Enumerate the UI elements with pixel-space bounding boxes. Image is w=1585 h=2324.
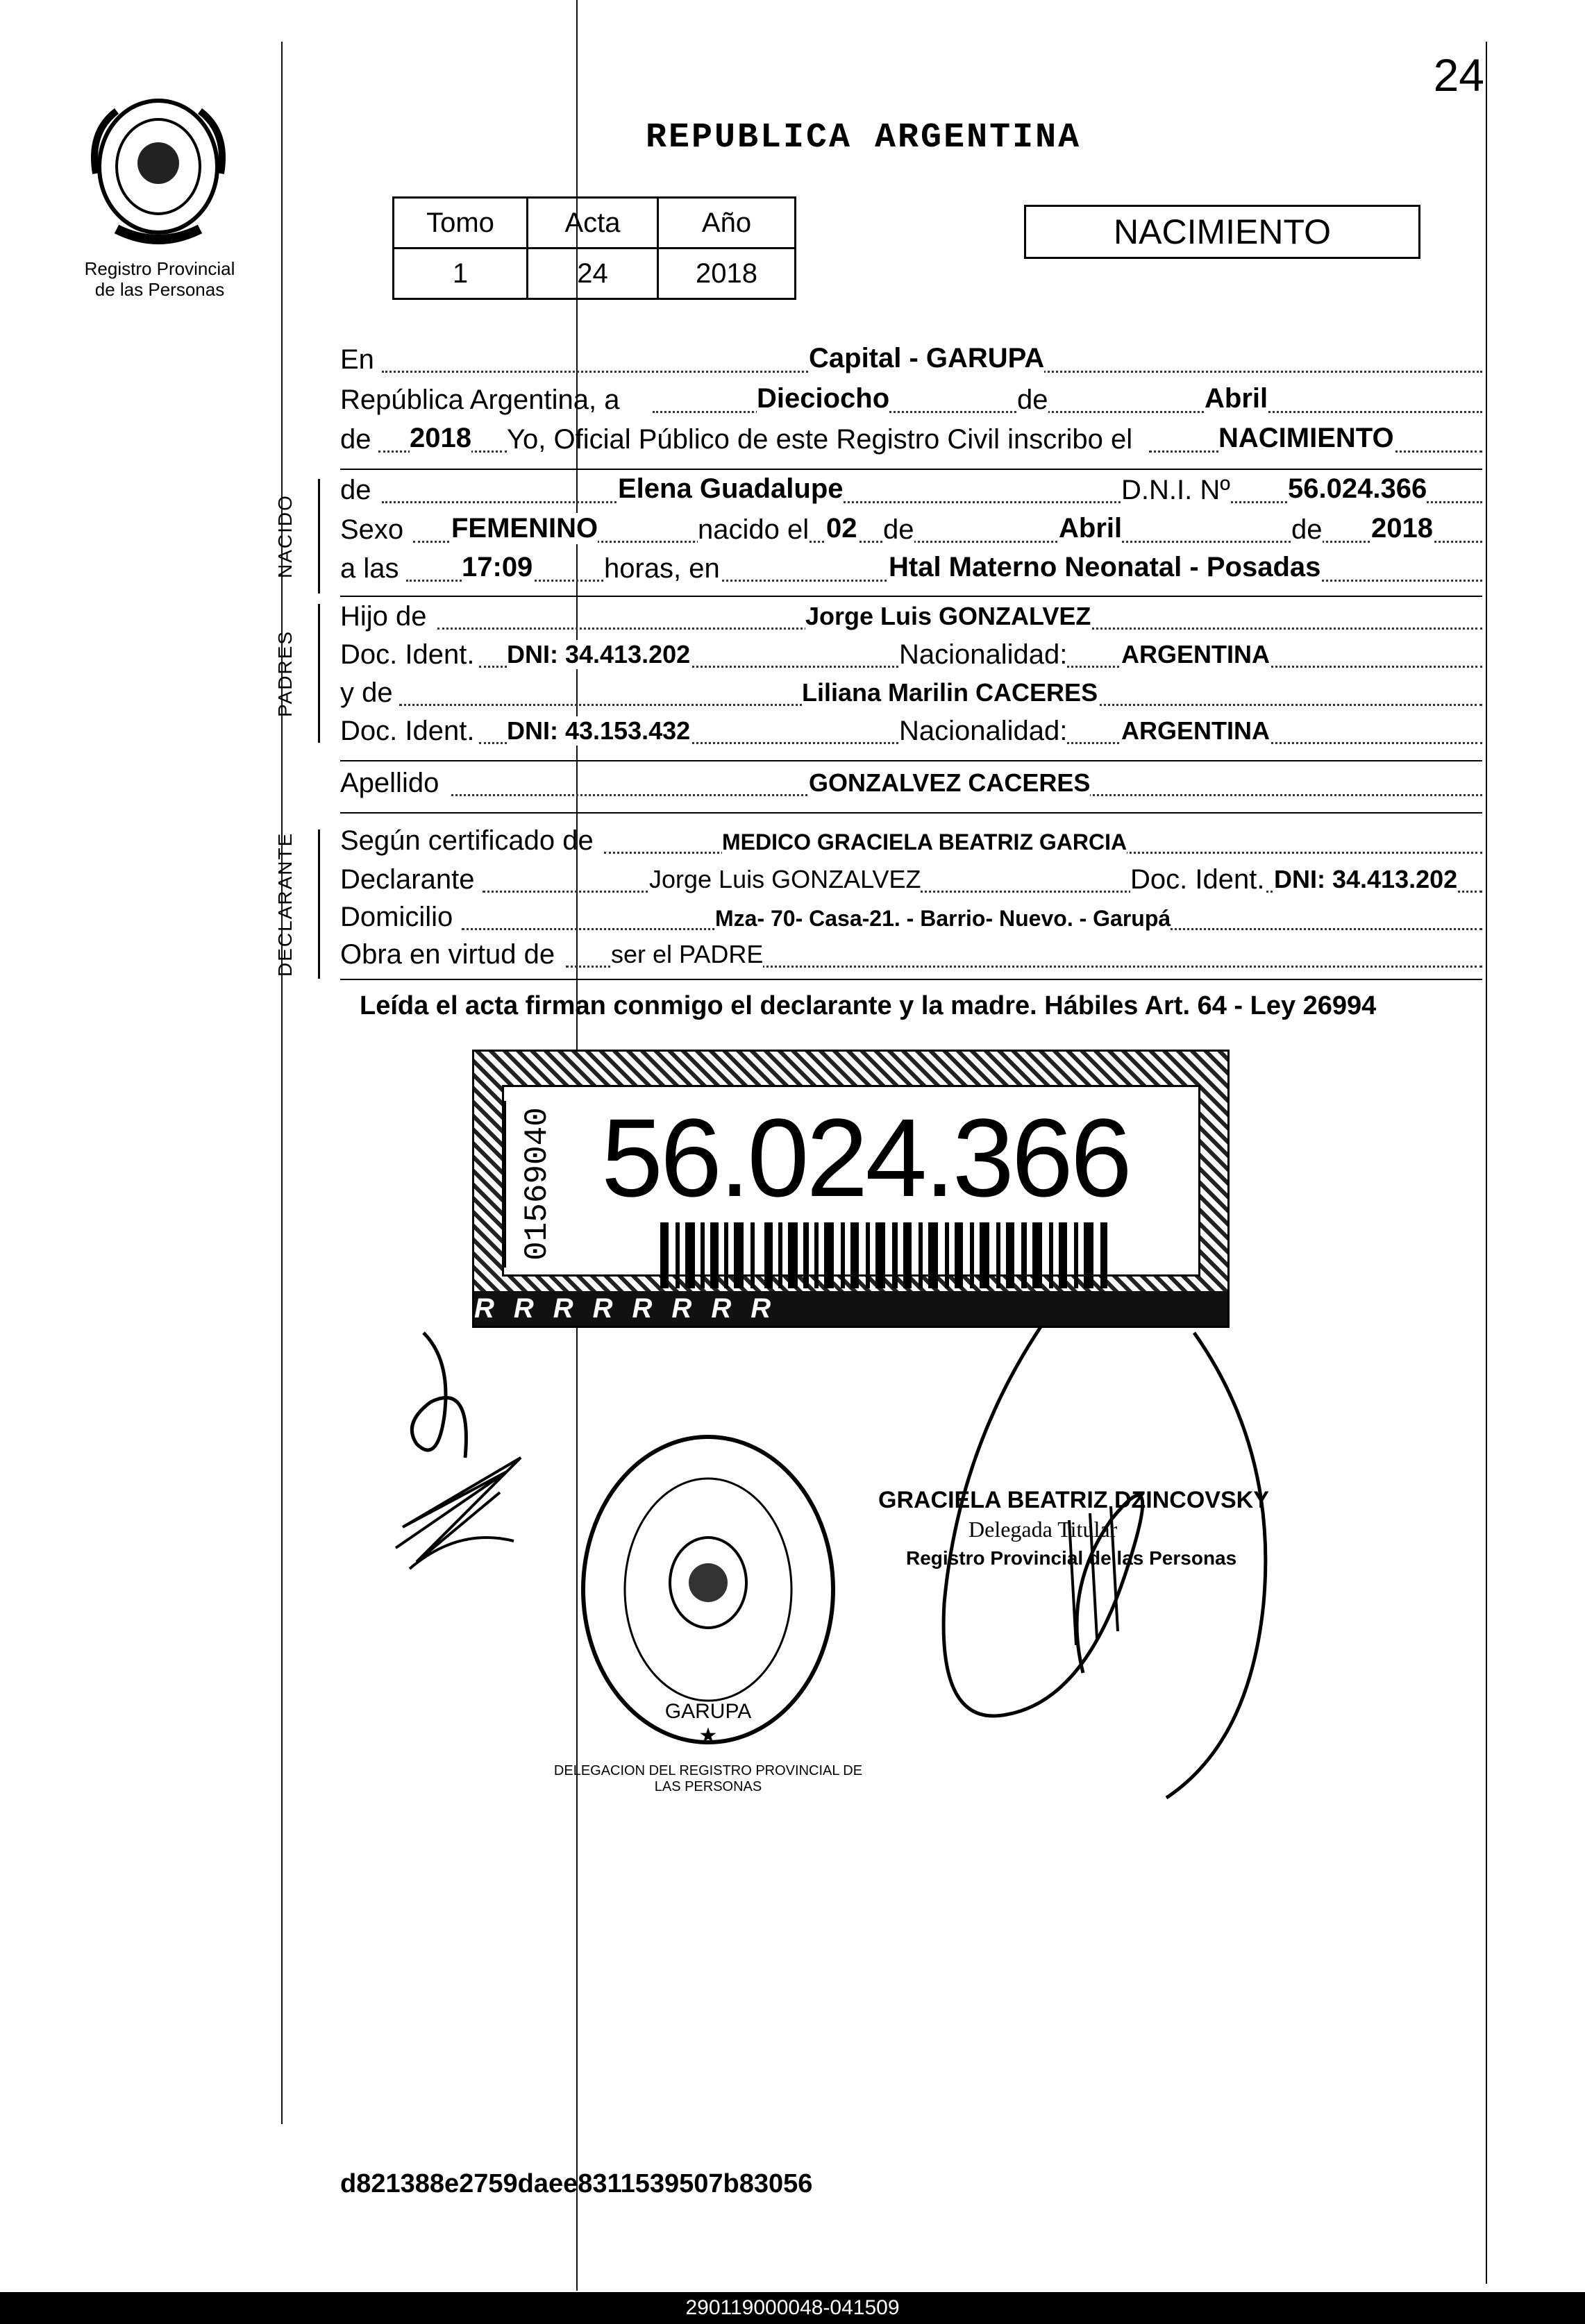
birth-place-row — [340, 553, 1482, 587]
nacionalidad-label: Nacionalidad: — [899, 639, 1068, 670]
child-dni: 56.024.366 — [1288, 473, 1427, 504]
volume-header-tomo: Tomo — [394, 198, 528, 249]
declarant-signature-icon — [389, 1319, 528, 1583]
stamp-ring-text: DELEGACION DEL REGISTRO PROVINCIAL DE LAS PERSONAS — [553, 1763, 863, 1794]
record-place-row — [340, 344, 1482, 378]
provincial-seal-icon — [82, 90, 235, 257]
record-month: Abril — [1205, 383, 1268, 414]
alas-label: a las — [340, 553, 399, 584]
record-officer-row — [340, 423, 1482, 458]
volume-value-anio: 2018 — [658, 249, 796, 299]
section-divider — [340, 596, 1482, 597]
sexo-label: Sexo — [340, 514, 404, 545]
star-icon: ★ — [698, 1724, 718, 1747]
section-divider — [340, 979, 1482, 980]
declarant-row — [340, 864, 1482, 898]
record-place: Capital - GARUPA — [809, 343, 1045, 373]
mother-doc-row — [340, 715, 1482, 750]
official-office: Registro Provincial de las Personas — [906, 1547, 1237, 1569]
record-date-row — [340, 384, 1482, 419]
certificate-row — [340, 825, 1482, 859]
volume-table — [392, 196, 796, 300]
record-year: 2018 — [410, 423, 471, 453]
margin-line-right — [1486, 42, 1487, 2284]
registry-label-line2: de las Personas — [94, 279, 225, 300]
republic-label: República Argentina, a — [340, 385, 620, 415]
official-stamp — [878, 1485, 1269, 1573]
mother-doc: DNI: 43.153.432 — [507, 716, 691, 745]
father-doc: DNI: 34.413.202 — [507, 640, 691, 668]
declarant-reason: ser el PADRE — [611, 940, 764, 968]
mother-row — [340, 677, 1482, 711]
reason-row — [340, 938, 1482, 973]
birth-day: 02 — [826, 513, 857, 544]
record-event: NACIMIENTO — [1218, 423, 1394, 453]
de-label: de — [1017, 385, 1048, 415]
certificate-issuer: MEDICO GRACIELA BEATRIZ GARCIA — [722, 830, 1127, 854]
record-day: Dieciocho — [757, 383, 890, 414]
birth-year: 2018 — [1371, 513, 1433, 544]
birth-place: Htal Materno Neonatal - Posadas — [889, 552, 1321, 582]
dni-label-text: D.N.I. Nº — [1121, 475, 1230, 505]
closing-text: Leída el acta firman conmigo el declarante y la madre. Hábiles Art. 64 - Ley 26994 — [360, 991, 1377, 1020]
country-title: REPUBLICA ARGENTINA — [646, 118, 1082, 158]
registry-label-line1: Registro Provincial — [84, 258, 235, 279]
section-bar — [318, 479, 320, 593]
document-type-box: NACIMIENTO — [1024, 205, 1420, 259]
birth-time: 17:09 — [462, 552, 533, 582]
mother-name: Liliana Marilin CACERES — [802, 678, 1098, 707]
child-name-row — [340, 474, 1482, 509]
declarante-label: Declarante — [340, 864, 475, 895]
volume-header-anio: Año — [658, 198, 796, 249]
de-label: de — [340, 475, 371, 505]
father-name: Jorge Luis GONZALVEZ — [805, 602, 1091, 630]
section-label-nacido: NACIDO — [274, 494, 296, 578]
official-title: Delegada Titular — [968, 1517, 1118, 1542]
section-label-padres: PADRES — [274, 630, 296, 717]
registry-label — [76, 258, 243, 300]
yde-label: y de — [340, 677, 393, 708]
page-number: 24 — [1433, 49, 1484, 101]
doc-ident-label: Doc. Ident. — [340, 639, 475, 670]
document-hash: d821388e2759daee8311539507b83056 — [340, 2169, 813, 2198]
surname-row — [340, 767, 1482, 802]
child-birth-row — [340, 514, 1482, 548]
volume-table-header-row — [394, 198, 796, 249]
footer-code: 290119000048-041509 — [0, 2292, 1585, 2324]
dni-label-strip: RRRRRRRR — [474, 1291, 1227, 1326]
apellido-label: Apellido — [340, 768, 439, 798]
declarant-address: Mza- 70- Casa-21. - Barrio- Nuevo. - Garupá — [715, 906, 1171, 931]
horas-label: horas, en — [604, 553, 720, 584]
father-doc-row — [340, 639, 1482, 673]
en-label: En — [340, 344, 374, 375]
official-name: GRACIELA BEATRIZ DZINCOVSKY — [878, 1487, 1269, 1513]
mother-nationality: ARGENTINA — [1121, 716, 1270, 745]
father-nationality: ARGENTINA — [1121, 640, 1270, 668]
nacionalidad-label: Nacionalidad: — [899, 716, 1068, 746]
domicilio-label: Domicilio — [340, 902, 453, 932]
dni-label-sticker — [472, 1050, 1230, 1328]
nacido-label: nacido el — [698, 514, 810, 545]
de-label: de — [1291, 514, 1323, 545]
birth-month: Abril — [1059, 513, 1123, 544]
volume-table-value-row — [394, 249, 796, 299]
section-label-declarante: DECLARANTE — [274, 832, 296, 977]
officer-text: Yo, Oficial Público de este Registro Civil inscribo el — [507, 424, 1133, 455]
registry-stamp-icon — [576, 1430, 840, 1749]
section-divider — [340, 812, 1482, 814]
child-sex: FEMENINO — [451, 513, 598, 544]
hijo-label: Hijo de — [340, 601, 427, 632]
child-name: Elena Guadalupe — [618, 473, 844, 504]
doc-ident-label: Doc. Ident. — [1130, 864, 1265, 895]
section-bar — [318, 830, 320, 979]
declarant-doc: DNI: 34.413.202 — [1274, 865, 1458, 893]
barcode-icon — [660, 1222, 1112, 1288]
dni-serial: 01569040 — [504, 1101, 569, 1268]
dni-number-large: 56.024.366 — [601, 1095, 1130, 1220]
stamp-city: GARUPA — [664, 1700, 752, 1723]
doc-ident-label: Doc. Ident. — [340, 716, 475, 746]
volume-value-acta: 24 — [528, 249, 658, 299]
declarant-name: Jorge Luis GONZALVEZ — [649, 865, 921, 893]
volume-header-acta: Acta — [528, 198, 658, 249]
surname: GONZALVEZ CACERES — [809, 768, 1091, 797]
father-row — [340, 600, 1482, 635]
dni-label-panel — [502, 1085, 1200, 1277]
address-row — [340, 901, 1482, 936]
section-divider — [340, 469, 1482, 470]
section-divider — [340, 760, 1482, 761]
section-bar — [318, 604, 320, 743]
de-label: de — [883, 514, 914, 545]
obra-label: Obra en virtud de — [340, 939, 555, 970]
certificado-label: Según certificado de — [340, 825, 594, 856]
volume-value-tomo: 1 — [394, 249, 528, 299]
margin-line-left — [281, 42, 283, 2124]
de-label: de — [340, 424, 371, 455]
